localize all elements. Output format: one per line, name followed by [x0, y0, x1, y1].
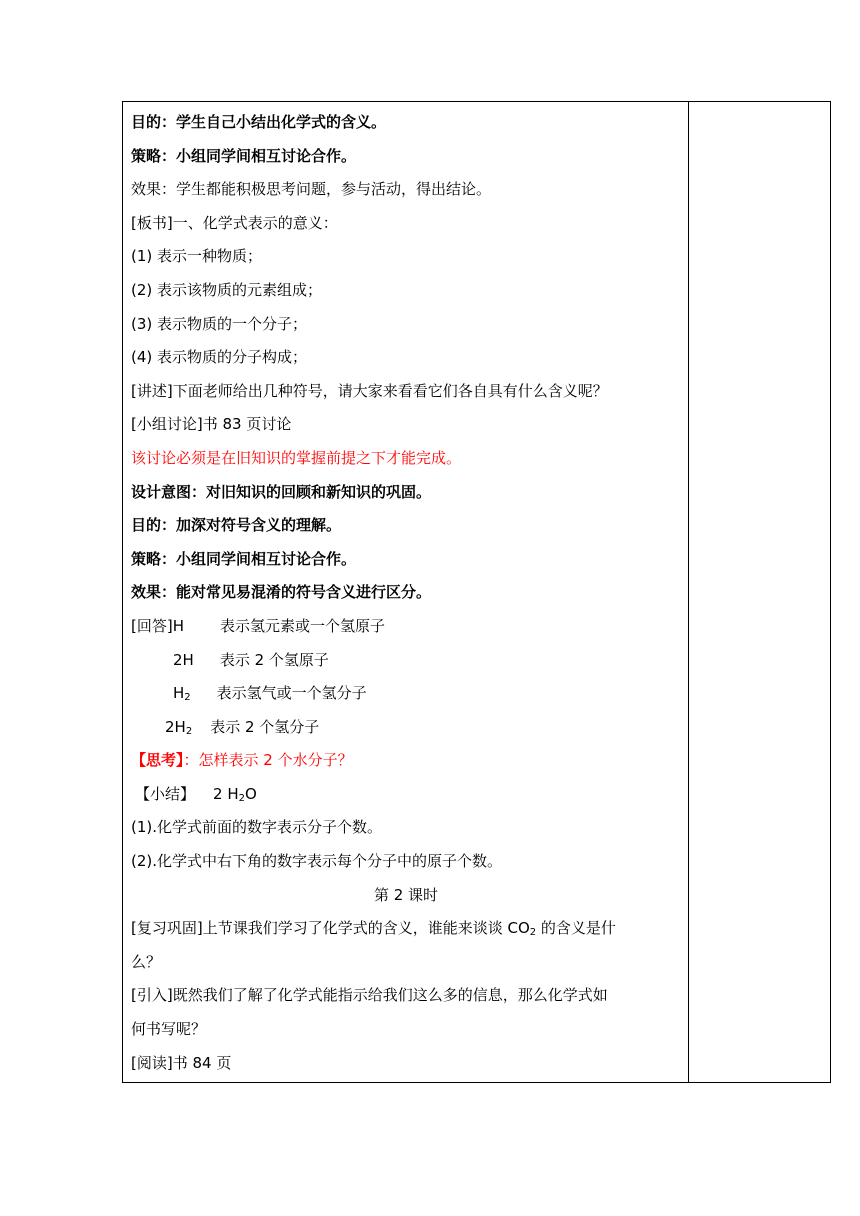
reading-line: [阅读]书 84 页: [131, 1053, 232, 1072]
lesson-2-heading: 第 2 课时: [373, 885, 439, 904]
design-intent-line: 设计意图：对旧知识的回顾和新知识的巩固。: [131, 482, 432, 501]
meaning-item-2: (2) 表示该物质的元素组成；: [131, 280, 323, 299]
answer-line-2h: [131, 644, 681, 678]
review-text-end: 的含义是什: [536, 919, 616, 938]
effect-line: 效果：学生都能积极思考问题，参与活动，得出结论。: [131, 180, 492, 199]
summary-item-2: (2).化学式中右下角的数字表示每个分子中的原子个数。: [131, 852, 503, 871]
answer-meaning: 表示氢气或一个氢分子: [216, 684, 367, 703]
strategy-line: 策略：小组同学间相互讨论合作。: [131, 146, 357, 165]
answer-meaning: 表示 2 个氢原子: [219, 650, 329, 669]
think-label: 【思考】: [131, 751, 184, 770]
lecture-line: [讲述]下面老师给出几种符号，请大家来看看它们各自具有什么含义呢？: [131, 381, 608, 400]
answer-symbol: 2H: [173, 650, 194, 669]
lesson-plan-table: [122, 101, 831, 1083]
intro-line-cont: 何书写呢？: [131, 1020, 207, 1039]
meaning-item-3: (3) 表示物质的一个分子；: [131, 314, 308, 333]
answer-meaning: 表示 2 个氢分子: [210, 717, 320, 736]
answer-symbol: H: [173, 684, 185, 703]
answer-line-2h2: [131, 711, 681, 745]
review-line: [131, 912, 681, 946]
summary-item-1: (1).化学式前面的数字表示分子个数。: [131, 818, 383, 837]
effect-line-2: 效果：能对常见易混淆的符号含义进行区分。: [131, 583, 432, 602]
review-line-cont: 么？: [131, 952, 162, 971]
intro-line: [引入]既然我们了解了化学式能指示给我们这么多的信息，那么化学式如: [131, 986, 608, 1005]
content-cell: [131, 106, 681, 1080]
meaning-item-4: (4) 表示物质的分子构成；: [131, 348, 308, 367]
discussion-note: 该讨论必须是在旧知识的掌握前提之下才能完成。: [131, 448, 462, 467]
group-discussion-line: [小组讨论]书 83 页讨论: [131, 415, 292, 434]
think-question: ：怎样表示 2 个水分子？: [183, 751, 353, 770]
subscript: 2: [238, 792, 245, 804]
goal-line: 目的：学生自己小结出化学式的含义。: [131, 113, 387, 131]
summary-label: 【小结】: [135, 784, 196, 803]
answer-meaning: 表示氢元素或一个氢原子: [219, 616, 385, 635]
summary-line: [131, 778, 681, 812]
subscript: 2: [529, 927, 537, 939]
goal-line-2: 目的：加深对符号含义的理解。: [131, 516, 342, 535]
think-line: [131, 744, 681, 778]
meaning-item-1: (1) 表示一种物质；: [131, 247, 263, 266]
answer-line-h2: [131, 677, 681, 711]
review-text: [复习巩固]上节课我们学习了化学式的含义，谁能来谈谈 CO: [131, 919, 530, 938]
subscript: 2: [184, 692, 191, 704]
answer-symbol: [回答]H: [131, 616, 184, 635]
answer-line-h: [131, 610, 681, 644]
summary-formula: 2 H: [213, 784, 239, 803]
subscript: 2: [185, 725, 193, 737]
blackboard-heading: [板书]一、化学式表示的意义：: [131, 213, 338, 232]
answer-symbol: 2H: [165, 717, 186, 736]
strategy-line-2: 策略：小组同学间相互讨论合作。: [131, 549, 357, 568]
summary-formula-end: O: [244, 784, 257, 803]
column-divider: [688, 102, 689, 1082]
